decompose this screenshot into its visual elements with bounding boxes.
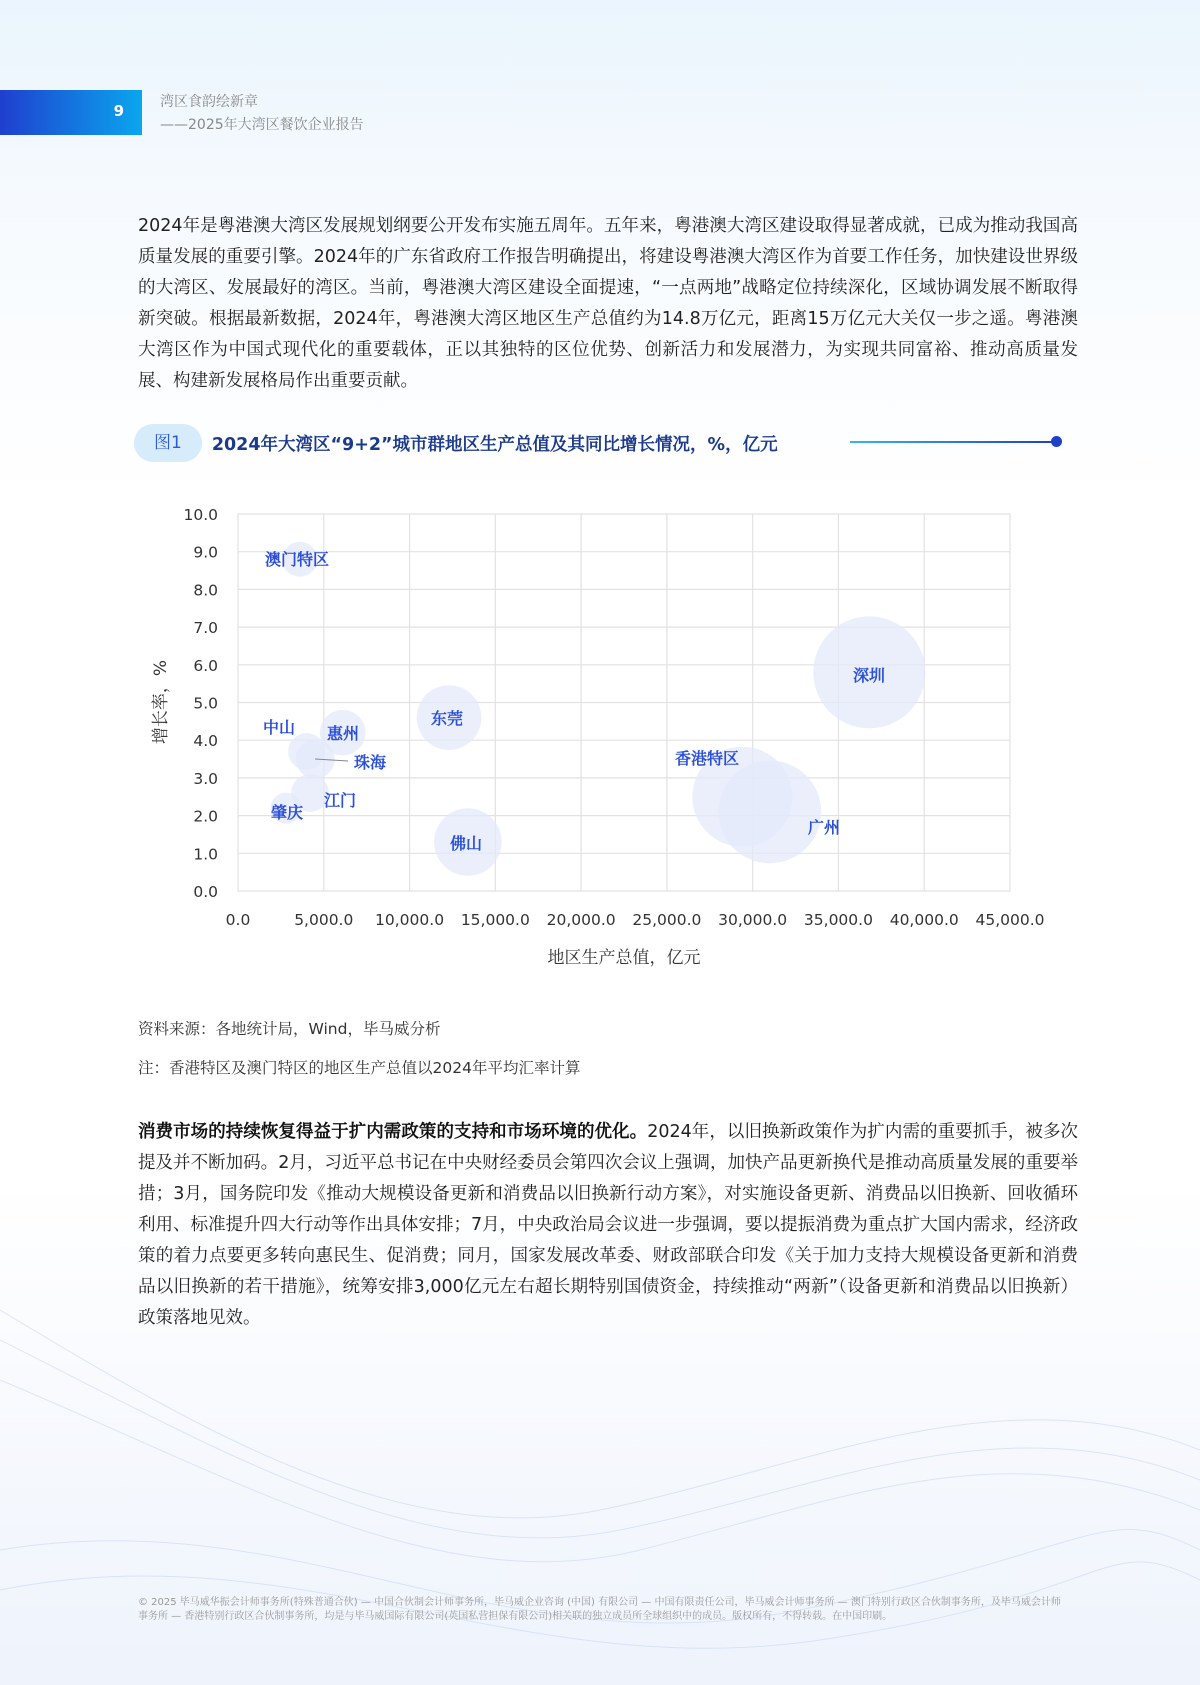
bubble-label: 珠海 (353, 753, 387, 772)
figure-badge: 图1 (134, 424, 202, 462)
figure-caption: 2024年大湾区“9+2”城市群地区生产总值及其同比增长情况，%，亿元 (211, 434, 778, 455)
x-tick-label: 15,000.0 (460, 911, 530, 929)
bubble-label: 惠州 (326, 724, 360, 743)
bubble-label: 澳门特区 (264, 550, 330, 569)
bubble-label: 深圳 (852, 666, 886, 685)
page-number: 9 (113, 102, 124, 120)
consumption-paragraph (138, 1117, 1078, 1334)
report-subtitle: ——2025年大湾区餐饮企业报告 (160, 117, 364, 133)
intro-paragraph: 2024年是粤港澳大湾区发展规划纲要公开发布实施五周年。五年来，粤港澳大湾区建设取得显著成就，已成为推动我国高质量发展的重要引擎。2024年的广东省政府工作报告明确提出，将建设粤港澳大湾区作为首要工作任务，加快建设世界级的大湾区、发展最好的湾区。当前，粤港澳大湾区建设全面提速，“一点两地”战略定位持续深化，区域协调发展不断取得新突破。根据最新数据，2024年，粤港澳大湾区地区生产总值约为14.8万亿元，距离15万亿元大关仅一步之遥。粤港澳大湾区作为中国式现代化的重要载体，正以其独特的区位优势、创新活力和发展潜力，为实现共同富裕、推动高质量发展、构建新发展格局作出重要贡献。 (138, 216, 1078, 391)
x-axis-title: 地区生产总值，亿元 (547, 948, 701, 968)
y-tick-label: 1.0 (193, 845, 218, 864)
figure-divider-line (850, 441, 1055, 443)
y-tick-label: 4.0 (193, 732, 218, 751)
x-tick-label: 45,000.0 (975, 911, 1045, 929)
x-tick-label: 10,000.0 (375, 911, 445, 929)
x-tick-label: 40,000.0 (889, 911, 959, 929)
x-tick-label: 20,000.0 (546, 911, 616, 929)
report-title: 湾区食韵绘新章 (160, 94, 258, 110)
y-tick-label: 2.0 (193, 807, 218, 826)
bubble-label: 广州 (807, 818, 841, 837)
bubble-label: 佛山 (449, 834, 483, 853)
x-tick-label: 0.0 (225, 911, 251, 929)
y-axis-title: 增长率，% (151, 659, 171, 745)
x-tick-label: 5,000.0 (294, 911, 354, 929)
y-tick-label: 10.0 (183, 506, 218, 524)
y-tick-label: 8.0 (193, 581, 218, 600)
bubble-label: 肇庆 (270, 803, 304, 822)
y-tick-label: 0.0 (193, 883, 218, 901)
figure-title (134, 424, 778, 462)
footnote: 注：香港特区及澳门特区的地区生产总值以2024年平均汇率计算 (138, 1059, 581, 1077)
y-tick-label: 6.0 (193, 656, 218, 675)
y-tick-label: 3.0 (193, 769, 218, 788)
bubble-label: 香港特区 (674, 749, 740, 768)
x-tick-label: 35,000.0 (803, 911, 873, 929)
bubble-label: 中山 (262, 718, 296, 737)
y-tick-label: 5.0 (193, 694, 218, 713)
paragraph-lead: 消费市场的持续恢复得益于扩内需政策的支持和市场环境的优化。 (138, 1122, 648, 1142)
bubble-chart (0, 480, 1200, 980)
copyright-footer: © 2025 毕马威华振会计师事务所(特殊普通合伙) — 中国合伙制会计师事务所，毕马威企业咨询 (中国) 有限公司 — 中国有限责任公司，毕马威会计师事务所 — 澳门特别行政区合伙制事务所，及毕马威会计师事务所 — 香港特别行政区合伙制事务所，均是与毕马威国际有限公司(英国私营担保有限公司)相关联的独立成员所全球组织中的成员。版权所有，不得转载。在中国印刷。 (138, 1597, 1061, 1622)
paragraph-body: 2024年，以旧换新政策作为扩内需的重要抓手，被多次提及并不断加码。2月，习近平总书记在中央财经委员会第四次会议上强调，加快产品更新换代是推动高质量发展的重要举措；3月，国务院印发《推动大规模设备更新和消费品以旧换新行动方案》，对实施设备更新、消费品以旧换新、回收循环利用、标准提升四大行动等作出具体安排；7月，中央政治局会议进一步强调，要以提振消费为重点扩大国内需求，经济政策的着力点要更多转向惠民生、促消费；同月，国家发展改革委、财政部联合印发《关于加力支持大规模设备更新和消费品以旧换新的若干措施》，统筹安排3,000亿元左右超长期特别国债资金，持续推动“两新”（设备更新和消费品以旧换新）政策落地见效。 (138, 1122, 1078, 1328)
bubble-label: 江门 (323, 791, 357, 810)
x-tick-label: 30,000.0 (718, 911, 788, 929)
source-note: 资料来源：各地统计局，Wind，毕马威分析 (138, 1020, 441, 1038)
y-tick-label: 7.0 (193, 619, 218, 638)
y-tick-label: 9.0 (193, 543, 218, 562)
bubble (718, 760, 821, 863)
bubble-label: 东莞 (430, 709, 464, 728)
x-tick-label: 25,000.0 (632, 911, 702, 929)
page-number-bar (0, 90, 142, 135)
figure-divider-dot (1051, 436, 1062, 447)
